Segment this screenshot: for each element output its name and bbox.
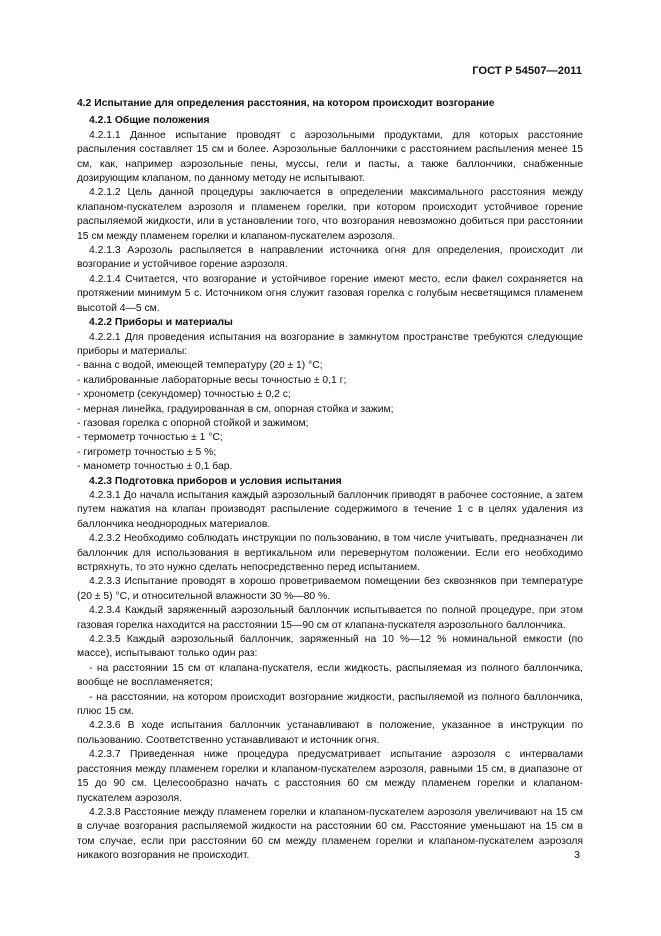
paragraph-4-2-3-4: 4.2.3.4 Каждый заряженный аэрозольный баллончик испытывается по полной процедуре, при этом газовая горелка находится на расстоянии 15—90 см от клапана-пускателя аэрозольного баллончика.: [77, 605, 583, 631]
list-item: - газовая горелка с опорной стойкой и зажимом;: [77, 417, 309, 429]
subsection-title-equipment: 4.2.2 Приборы и материалы: [89, 317, 233, 329]
paragraph-4-2-1-3: 4.2.1.3 Аэрозоль распыляется в направлении источника огня для определения, происходит ли возгорание и устойчивое горение аэрозоля.: [77, 245, 583, 271]
subsection-title-preparation: 4.2.3 Подготовка приборов и условия испытания: [89, 475, 342, 487]
list-item: - калиброванные лабораторные весы точностью ± 0,1 г;: [77, 374, 347, 386]
subsection-title-general: 4.2.1 Общие положения: [89, 115, 210, 127]
paragraph-4-2-3-3: 4.2.3.3 Испытание проводят в хорошо проветриваемом помещении без сквозняков при температуре (20 ± 5) °С, и относительной влажности 30 %—80 %.: [77, 576, 583, 602]
paragraph-4-2-3-7: 4.2.3.7 Приведенная ниже процедура предусматривает испытание аэрозоля с интервалами расстояния между пламенем горелки и клапаном-пускателем аэрозоля, равными 15 см, в диапазоне от 15 до 90 см. Целесообразно начать с расстояния 60 см между пламенем горелки и клапаном-пускателем аэрозоля.: [77, 749, 583, 804]
paragraph-4-2-3-8: 4.2.3.8 Расстояние между пламенем горелки и клапаном-пускателем аэрозоля увеличивают на 15 см в случае возгорания распыляемой жидкости на расстоянии 60 см. Расстояние уменьшают на 15 см в том случае, если при расстоянии 60 см между пламенем горелки и клапаном-пускателем аэрозоля никакого возгорания не происходит.: [77, 806, 583, 862]
list-item: - хронометр (секундомер) точностью ± 0,2 с;: [77, 389, 291, 401]
paragraph-4-2-1-2: 4.2.1.2 Цель данной процедуры заключается в определении максимального расстояния между клапаном-пускателем аэрозоля и пламенем горелки, при котором происходит устойчивое горение распыляемой жидкости, или в установлении того, что возгорания невозможно добиться при расстоянии 15 см между пламенем горелки и клапаном-пускателем аэрозоля.: [77, 187, 583, 242]
list-item: - ванна с водой, имеющей температуру (20 ± 1) °С;: [77, 360, 323, 372]
paragraph-4-2-1-1: 4.2.1.1 Данное испытание проводят с аэрозольными продуктами, для которых расстояние распыления составляет 15 см и более. Аэрозольные баллончики с расстоянием распыления менее 15 см, как, например аэрозольные пены, муссы, гели и пасты, а также баллончики, снабженные дозирующим клапаном, по данному методу не испытывают.: [77, 129, 583, 185]
list-item: - мерная линейка, градуированная в см, опорная стойка и зажим;: [77, 403, 394, 415]
page-number: 3: [574, 849, 580, 861]
list-item: - гигрометр точностью ± 5 %;: [77, 446, 217, 458]
paragraph-4-2-3-6: 4.2.3.6 В ходе испытания баллончик устанавливают в положение, указанное в инструкции по пользованию. Соответственно устанавливают и источник огня.: [77, 720, 583, 746]
paragraph-4-2-3-5-a: - на расстоянии 15 см от клапана-пускателя, если жидкость, распыляемая из полного баллончика, вообще не воспламеняется;: [77, 662, 583, 689]
list-item: - термометр точностью ± 1 °С;: [77, 432, 223, 444]
paragraph-4-2-2-1: 4.2.2.1 Для проведения испытания на возгорание в замкнутом пространстве требуются следующие приборы и материалы:: [77, 331, 583, 357]
document-body: [77, 97, 583, 864]
section-title: 4.2 Испытание для определения расстояния, на котором происходит возгорание: [77, 98, 495, 109]
paragraph-4-2-3-5-b: - на расстоянии, на котором происходит возгорание жидкости, распыляемой из полного баллончика, плюс 15 см.: [77, 691, 583, 718]
paragraph-4-2-1-4: 4.2.1.4 Считается, что возгорание и устойчивое горение имеют место, если факел сохраняется на протяжении минимум 5 с. Источником огня служит газовая горелка с голубым несветящимся пламенем высотой 4—5 см.: [77, 273, 583, 314]
standard-header: ГОСТ Р 54507—2011: [472, 65, 582, 77]
paragraph-4-2-3-5: 4.2.3.5 Каждый аэрозольный баллончик, заряженный на 10 %—12 % номинальной емкости (по массе), испытывают только один раз:: [77, 634, 583, 660]
list-item: - манометр точностью ± 0,1 бар.: [77, 461, 233, 473]
paragraph-4-2-3-2: 4.2.3.2 Необходимо соблюдать инструкции по пользованию, в том числе учитывать, предназначен ли баллончик для использования в вертикальном или перевернутом положении. Если его необходимо встряхнуть, то это нужно сделать непосредственно перед испытанием.: [77, 533, 583, 573]
paragraph-4-2-3-1: 4.2.3.1 До начала испытания каждый аэрозольный баллончик приводят в рабочее состояние, а затем путем нажатия на клапан производят распыление содержимого в течение 1 с в целях удаления из баллончика неоднородных материалов.: [77, 489, 583, 530]
